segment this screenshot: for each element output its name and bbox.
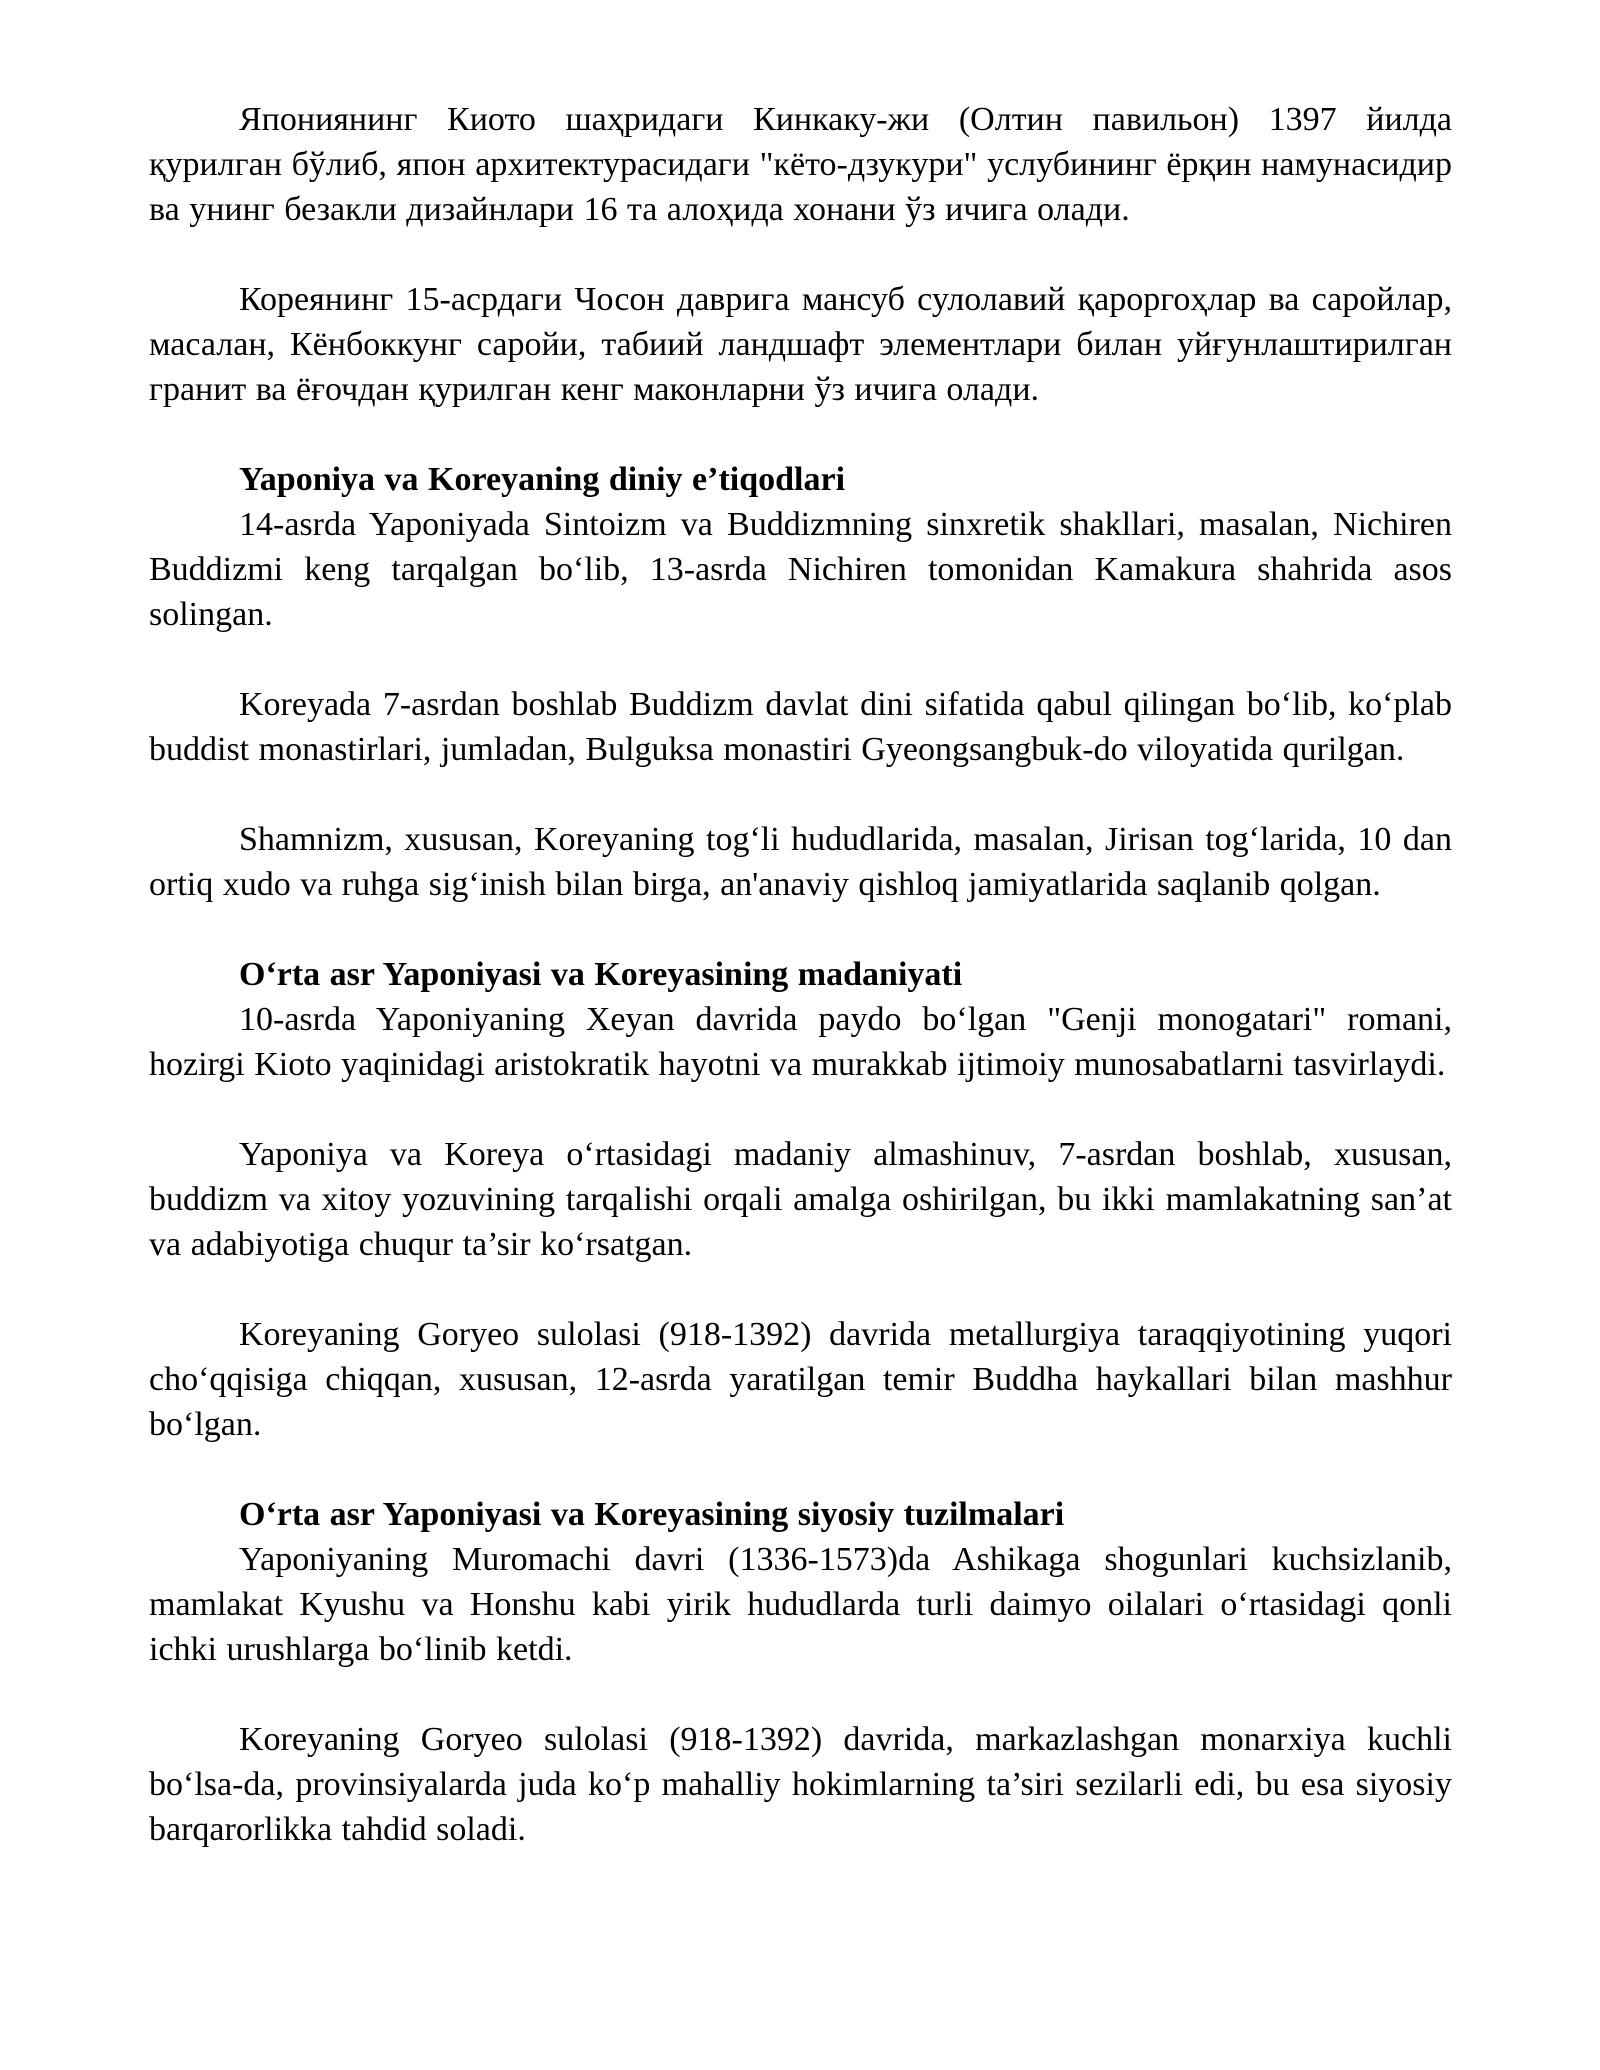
paragraph-goryeo-metallurgy: Koreyaning Goryeo sulolasi (918-1392) davrida metallurgiya taraqqiyotining yuqori cho‘qqisiga chiqqan, xususan, 12-asrda yaratilgan temir Buddha haykallari bilan mashhur bo‘lgan. xyxy=(149,1316,1452,1443)
paragraph-cultural-exchange: Yaponiya va Koreya o‘rtasidagi madaniy almashinuv, 7-asrdan boshlab, xususan, buddizm va xitoy yozuvining tarqalishi orqali amalga oshirilgan, bu ikki mamlakatning san’at va adabiyotiga chuqur ta’sir ko‘rsatgan. xyxy=(149,1136,1452,1263)
paragraph-joseon-palaces: Кореянинг 15-асрдаги Чосон даврига мансуб сулолавий қароргоҳлар ва саройлар, масалан, Кёнбоккунг саройи, табиий ландшафт элементлари билан уйғунлаштирилган гранит ва ёғочдан қурилган кенг маконларни ўз ичига олади. xyxy=(149,281,1452,408)
paragraph-korean-buddhism: Koreyada 7-asrdan boshlab Buddizm davlat dini sifatida qabul qilingan bo‘lib, ko‘plab buddist monastirlari, jumladan, Bulguksa monastiri Gyeongsangbuk-do viloyatida qurilgan. xyxy=(149,686,1452,768)
section-heading-culture: O‘rta asr Yaponiyasi va Koreyasining madaniyati xyxy=(239,956,963,993)
paragraph-shamanism: Shamnizm, xususan, Koreyaning tog‘li hududlarida, masalan, Jirisan tog‘larida, 10 dan ortiq xudo va ruhga sig‘inish bilan birga, an'anaviy qishloq jamiyatlarida saqlanib qolgan. xyxy=(149,821,1452,903)
section-heading-religion: Yaponiya va Koreyaning diniy e’tiqodlari xyxy=(239,461,846,498)
paragraph-genji-monogatari: 10-asrda Yaponiyaning Xeyan davrida paydo bo‘lgan "Genji monogatari" romani, hozirgi Kioto yaqinidagi aristokratik hayotni va murakkab ijtimoiy munosabatlarni tasvirlaydi. xyxy=(149,1001,1452,1083)
section-heading-politics: O‘rta asr Yaponiyasi va Koreyasining siyosiy tuzilmalari xyxy=(239,1496,1065,1533)
paragraph-nichiren-buddhism: 14-asrda Yaponiyada Sintoizm va Buddizmning sinxretik shakllari, masalan, Nichiren Buddizmi keng tarqalgan bo‘lib, 13-asrda Nichiren tomonidan Kamakura shahrida asos solingan. xyxy=(149,506,1452,633)
paragraph-kinkakuji: Япониянинг Киото шаҳридаги Кинкаку-жи (Олтин павильон) 1397 йилда қурилган бўлиб, япон архитектурасидаги "кёто-дзукури" услубининг ёрқин намунасидир ва унинг безакли дизайнлари 16 та алоҳида хонани ўз ичига олади. xyxy=(149,101,1452,228)
paragraph-muromachi-period: Yaponiyaning Muromachi davri (1336-1573)da Ashikaga shogunlari kuchsizlanib, mamlakat Kyushu va Honshu kabi yirik hududlarda turli daimyo oilalari o‘rtasidagi qonli ichki urushlarga bo‘linib ketdi. xyxy=(149,1541,1452,1668)
paragraph-goryeo-monarchy: Koreyaning Goryeo sulolasi (918-1392) davrida, markazlashgan monarxiya kuchli bo‘lsa-da, provinsiyalarda juda ko‘p mahalliy hokimlarning ta’siri sezilarli edi, bu esa siyosiy barqarorlikka tahdid soladi. xyxy=(149,1721,1452,1848)
